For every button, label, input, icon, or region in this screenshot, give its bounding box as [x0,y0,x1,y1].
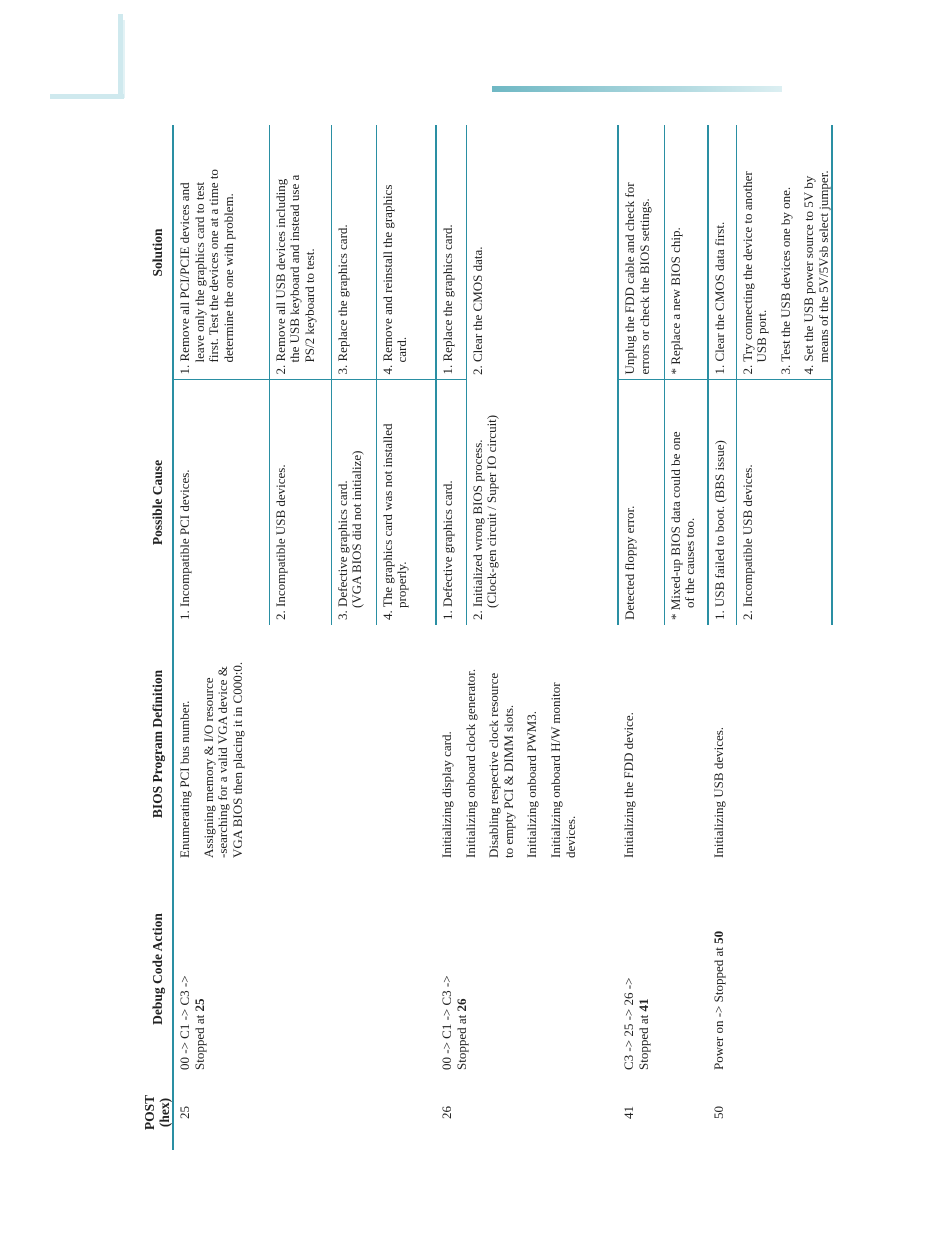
possible-cause [436,380,466,625]
possible-cause [708,380,736,625]
post-code: 26 [439,1106,455,1119]
solution-line: errors or check the BIOS settings. [636,198,652,375]
stop-text: Stopped at [453,1011,469,1070]
definition-line: -searching for a valid VGA device & [215,666,231,858]
solution-line: 1. Replace the graphics card. [440,224,456,375]
solution [664,125,708,380]
debug-action [173,863,436,1075]
solution-line: 2. Try connecting the device to another [739,171,755,375]
debug-action [708,863,832,1075]
header-accent-bar [492,86,782,92]
action-sequence: 00 -> C1 -> C3 -> [439,975,455,1070]
solution-line: card. [394,336,410,363]
solution-line: 1. Remove all PCI/PCIE devices and [177,182,193,375]
bios-definition [436,625,618,863]
solution-line: 3. Test the USB devices one by one. [777,186,793,375]
stop-code: 41 [635,998,651,1012]
definition-line: devices. [562,815,578,858]
solution [436,125,466,380]
header-definition: BIOS Program Definition [142,625,173,863]
stop-code: 25 [191,998,207,1012]
solution-line: 4. Remove and reinstall the graphics [379,184,395,375]
definition-line: Disabling respective clock resource [486,672,502,858]
solution-line: * Replace a new BIOS chip. [667,227,683,375]
post-code: 25 [177,1106,193,1119]
stop-text: Stopped at [191,1011,207,1070]
header-post: POST (hex) [142,1075,173,1150]
definition-line: Initializing onboard H/W monitor [547,682,563,858]
solution-line: determine the one with problem. [220,193,236,363]
action-stop [712,868,727,1070]
table-row [173,125,269,1150]
bios-definition [708,625,832,863]
cause-text: 2. Initialized wrong BIOS process. [469,439,485,620]
action-stop [193,868,208,1070]
solution [618,125,664,380]
post-code-table [142,125,833,1150]
definition-line: Initializing display card. [439,731,455,858]
cause-text: (VGA BIOS did not initialize) [349,450,365,608]
header-solution: Solution [142,125,173,380]
cause-text: 3. Defective graphics card. [334,480,350,620]
post-code: 50 [711,1106,727,1119]
solution-line: 1. Clear the CMOS data first. [712,221,728,375]
possible-cause [173,380,269,625]
cause-text: 1. USB failed to boot. (BBS issue) [712,440,728,620]
cause-text: 2. Incompatible USB devices. [272,464,288,620]
cause-text: * Mixed-up BIOS data could be one [667,431,683,620]
bios-definition [618,625,708,863]
solution-line: leave only the graphics card to test [191,182,207,363]
action-sequence: C3 -> 25 -> 26 -> [621,977,637,1070]
solution-line: USB port. [754,309,770,363]
debug-action [618,863,708,1075]
solution [466,125,618,380]
solution-line: the USB keyboard and instead use a [287,174,303,363]
possible-cause [269,380,331,625]
table-row [436,125,466,1150]
corner-decoration-horizontal [50,94,124,99]
possible-cause [331,380,376,625]
solution-line: 3. Replace the graphics card. [334,224,350,375]
definition-line: to empty PCI & DIMM slots. [500,704,516,858]
post-code: 41 [621,1106,637,1119]
corner-decoration-inner [123,20,125,98]
stop-code: 26 [453,998,469,1012]
possible-cause [376,380,436,625]
possible-cause [736,380,832,625]
cause-text: 1. Defective graphics card. [440,480,456,620]
possible-cause [466,380,618,625]
cause-text: 1. Incompatible PCI devices. [177,469,193,620]
table-row [618,125,664,1150]
header-cause: Possible Cause [142,380,173,625]
rotated-table-container [142,125,831,1150]
stop-text: Stopped at [635,1011,651,1070]
corner-decoration-vertical [118,14,123,98]
solution-line: 2. Clear the CMOS data. [469,246,485,375]
action-stop [455,868,470,1070]
cause-text: (Clock-gen circuit / Super IO circuit) [484,414,500,608]
cause-text: properly. [394,561,410,608]
table-row [708,125,736,1150]
solution-line: 4. Set the USB power source to 5V by [801,175,817,375]
debug-action [436,863,618,1075]
cause-text: Detected floppy error. [622,505,638,620]
solution [376,125,436,380]
bios-definition [173,625,436,863]
solution [708,125,736,380]
definition-line: VGA BIOS then placing it in C000:0. [229,661,245,858]
action-sequence: Power on -> Stopped at [711,943,727,1070]
solution-line: PS/2 keyboard to test. [301,248,317,363]
definition-line: Enumerating PCI bus number. [177,700,193,858]
definition-line: Assigning memory & I/O resource [200,677,216,858]
solution [736,125,832,380]
cause-text: 2. Incompatible USB devices. [739,464,755,620]
cause-text: of the causes too. [682,517,698,608]
definition-line: Initializing onboard PWM3. [524,711,540,858]
definition-line: Initializing onboard clock generator. [462,668,478,858]
table-header-row [142,125,173,1150]
action-stop [637,868,652,1070]
solution-line: Unplug the FDD cable and check for [622,182,638,375]
header-debug-action: Debug Code Action [142,863,173,1075]
solution [269,125,331,380]
definition-line: Initializing USB devices. [711,726,727,858]
possible-cause [664,380,708,625]
solution [173,125,269,380]
action-sequence: 00 -> C1 -> C3 -> [177,975,193,1070]
solution-line: means of the 5V/5Vsb select jumper. [815,170,831,363]
definition-line: Initializing the FDD device. [621,712,637,858]
possible-cause [618,380,664,625]
cause-text: 4. The graphics card was not installed [379,423,395,620]
solution-line: 2. Remove all USB devices including [272,178,288,375]
solution [331,125,376,380]
solution-line: first. Test the devices one at a time to [206,169,222,363]
stop-code: 50 [711,930,727,944]
